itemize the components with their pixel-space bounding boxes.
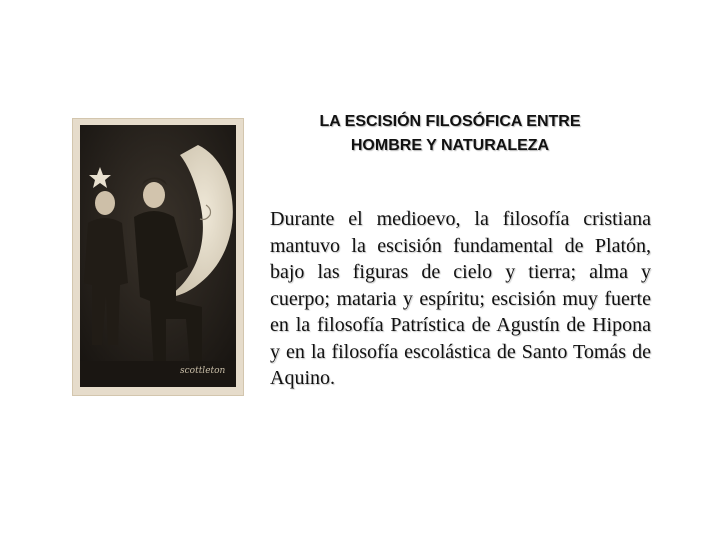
body-paragraph: Durante el medioevo, la filosofía cristiana mantuvo la escisión fundamental de Platón, bajo las figuras de cielo y tierra; alma y cuerpo; mataria y espíritu; escisión muy fuerte en la filosofía Patrística de Agustín de Hipona y en la filosofía escolástica de Santo Tomás de Aquino. (270, 208, 651, 389)
photo-image (80, 125, 236, 387)
man-left-face (95, 191, 115, 215)
vintage-photograph (72, 118, 244, 396)
title-line-1: LA ESCISIÓN FILOSÓFICA ENTRE (319, 113, 581, 130)
slide-title (262, 110, 638, 158)
photo-signature: scottleton (180, 366, 226, 376)
man-right-face (143, 182, 165, 208)
title-line-2: HOMBRE Y NATURALEZA (350, 137, 550, 154)
